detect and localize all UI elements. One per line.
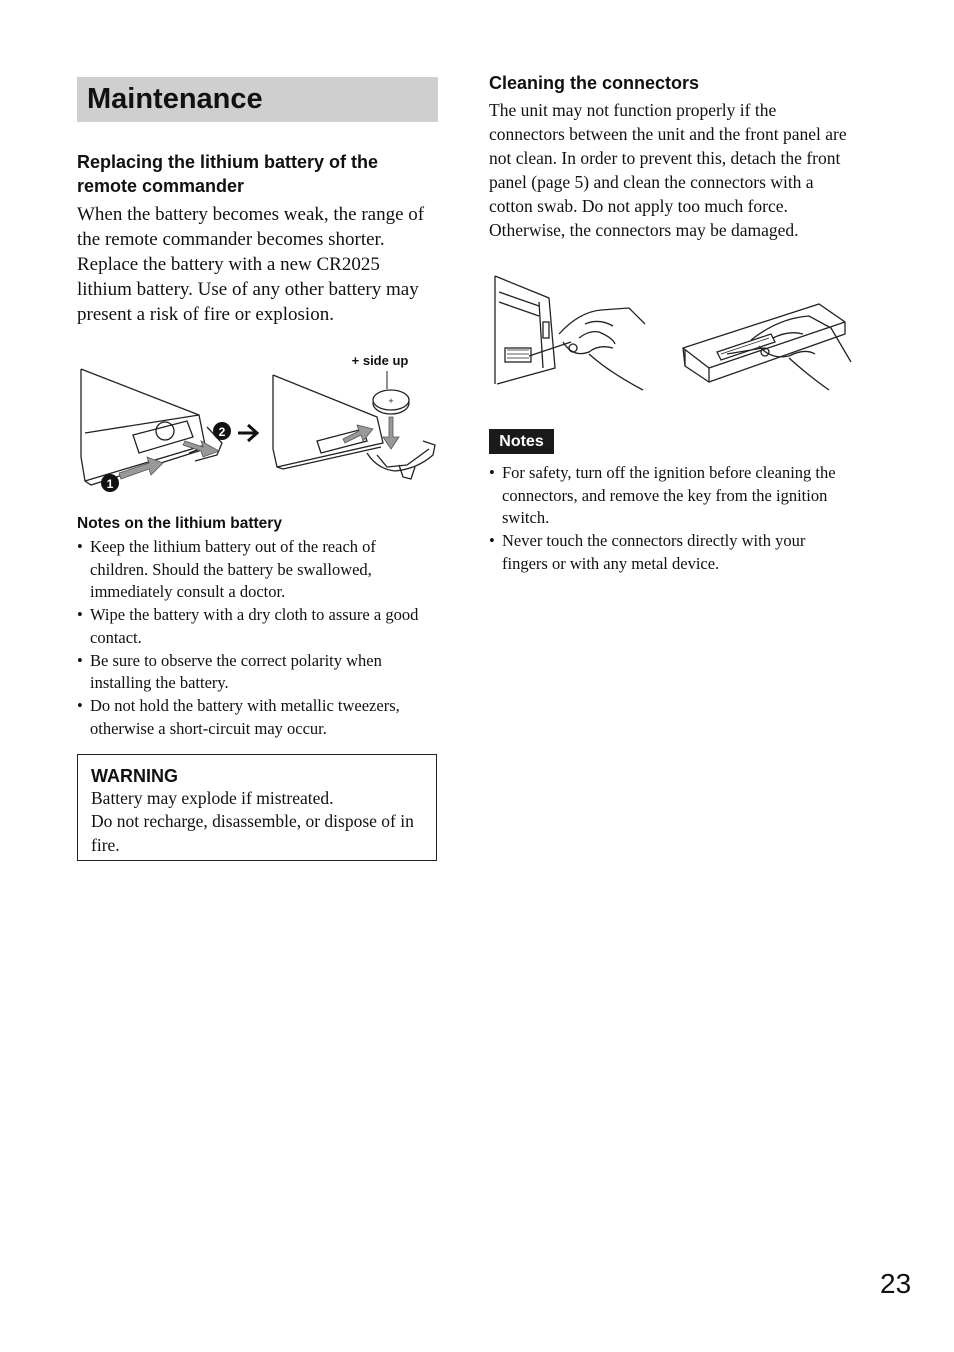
notes-list — [489, 462, 849, 576]
warning-line-1: Battery may explode if mistreated. — [91, 788, 334, 808]
connectors-body-text: The unit may not function properly if the connectors between the unit and the front panel are not clean. In order to prevent this, detach the front panel (page 5) and clean the connectors with a cotton swab. Do not apply too much force. Otherwise, the connectors may be damaged. — [489, 100, 847, 240]
connectors-heading: Cleaning the connectors — [489, 73, 700, 93]
page-title: Maintenance — [87, 83, 263, 115]
battery-replacement-illustration — [77, 345, 439, 497]
push-arrow-icon — [119, 457, 163, 479]
battery-body-text: When the battery becomes weak, the range of the remote commander becomes shorter. Replace the battery with a new CR2025 lithium battery. Use of any other battery may present a risk of fire or explosion. — [77, 204, 425, 325]
next-arrow-icon — [238, 425, 257, 441]
section-title-bar — [77, 77, 438, 122]
list-item: • Be sure to observe the correct polarity when installing the battery. — [77, 650, 437, 695]
hand-with-swab-drawing — [529, 308, 645, 390]
list-item: • Do not hold the battery with metallic tweezers, otherwise a short-circuit may occur. — [77, 695, 437, 740]
notes-badge: Notes — [489, 429, 554, 454]
warning-line-2: Do not recharge, disassemble, or dispose of in fire. — [91, 811, 414, 855]
step-2-label: 2 — [218, 425, 226, 439]
list-item: • Keep the lithium battery out of the reach of children. Should the battery be swallowed, immediately consult a doctor. — [77, 536, 437, 604]
list-item: • Never touch the connectors directly with your fingers or with any metal device. — [489, 530, 849, 575]
down-arrow-icon — [383, 417, 399, 449]
step-1-label: 1 — [106, 477, 114, 491]
lithium-notes-list — [77, 536, 437, 740]
battery-heading: Replacing the lithium battery of the remote commander — [77, 152, 379, 196]
cleaning-connectors-illustration — [489, 272, 853, 396]
front-panel-drawing — [683, 304, 845, 382]
car-unit-drawing — [495, 276, 555, 384]
list-item: • For safety, turn off the ignition before cleaning the connectors, and remove the key from the ignition switch. — [489, 462, 849, 530]
remote-commander-open-drawing — [273, 375, 435, 479]
side-up-label: + side up — [351, 353, 409, 368]
list-item: • Wipe the battery with a dry cloth to assure a good contact. — [77, 604, 437, 649]
svg-text:+: + — [388, 396, 394, 406]
page-number: 23 — [880, 1268, 912, 1299]
lithium-notes-heading: Notes on the lithium battery — [77, 515, 282, 532]
insert-arrow-icon — [343, 425, 373, 443]
warning-title: WARNING — [91, 766, 178, 786]
warning-box — [77, 754, 437, 861]
